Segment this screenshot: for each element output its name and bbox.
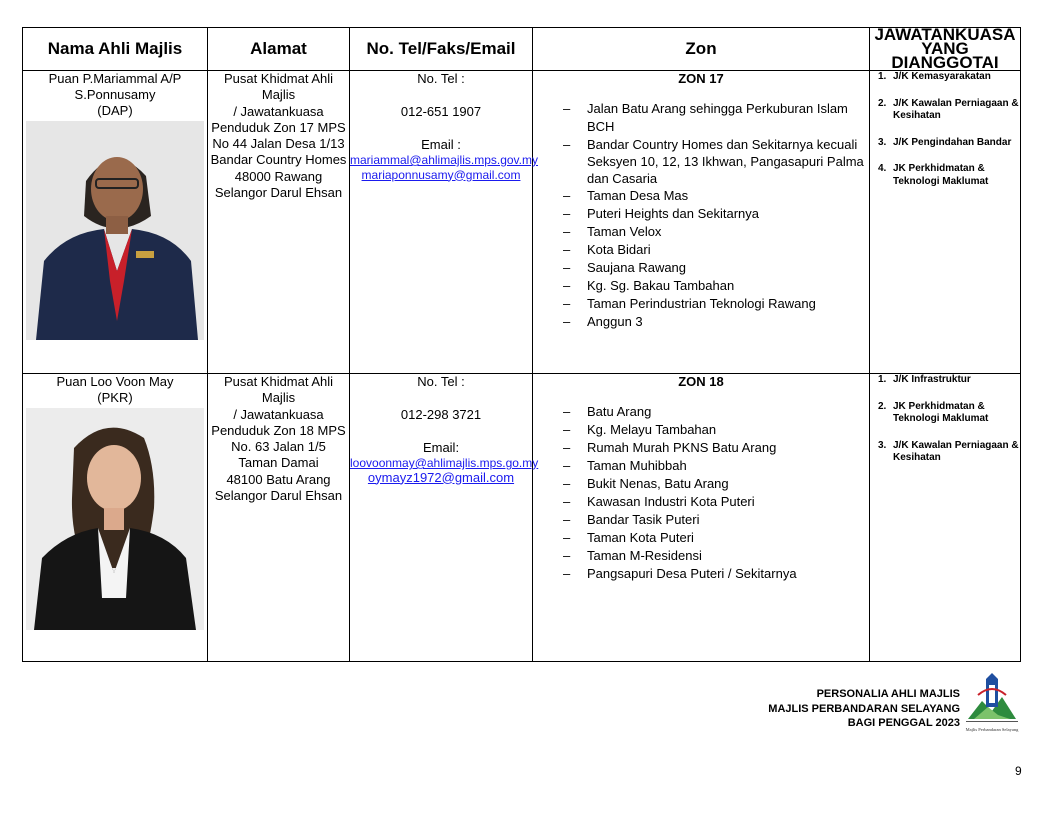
- committee-item: 3. J/K Pengindahan Bandar: [878, 136, 1012, 148]
- zone-area: – Kg. Sg. Bakau Tambahan: [563, 278, 735, 293]
- member-address-cell: [208, 71, 350, 374]
- zone-area: – Taman Perindustrian Teknologi Rawang: [563, 296, 816, 311]
- zone-area: – Taman M-Residensi: [563, 548, 702, 563]
- email-label: Email :: [421, 137, 461, 152]
- member-committee-cell: [870, 374, 1021, 662]
- address-line: No. 63 Jalan 1/5: [231, 439, 326, 455]
- member-contact-cell: [350, 374, 539, 662]
- header-nama: Nama Ahli Majlis: [23, 28, 208, 71]
- member-photo: [26, 408, 204, 630]
- mps-logo: [964, 673, 1020, 733]
- tel-number: 012-651 1907: [400, 104, 482, 119]
- zone-area: – Rumah Murah PKNS Batu Arang: [563, 440, 777, 455]
- address-line: Penduduk Zon 18 MPS: [211, 422, 346, 438]
- email-link[interactable]: oymayz1972@gmail.com: [367, 469, 515, 485]
- zone-area: – Saujana Rawang: [563, 260, 687, 275]
- zone-title: ZON 17: [678, 71, 724, 86]
- tel-label: No. Tel :: [417, 71, 465, 86]
- header-tel: No. Tel/Faks/Email: [350, 28, 533, 71]
- header-zon: Zon: [533, 28, 870, 71]
- email-link[interactable]: loovoonmay@ahlimajlis.mps.go.my: [350, 456, 539, 470]
- address-line: No 44 Jalan Desa 1/13: [212, 136, 345, 152]
- address-line: Pusat Khidmat Ahli Majlis: [223, 71, 334, 103]
- zone-area-list: [533, 403, 869, 583]
- member-name-line: Puan P.Mariammal A/P: [48, 71, 182, 86]
- header-row: [23, 28, 1021, 71]
- member-party: (DAP): [97, 103, 133, 118]
- zone-area: – Jalan Batu Arang sehingga Perkuburan Islam BCH: [563, 101, 848, 134]
- committee-list: [870, 71, 1020, 188]
- zone-area: – Puteri Heights dan Sekitarnya: [563, 206, 759, 221]
- footer-line: PERSONALIA AHLI MAJLIS: [816, 688, 960, 700]
- zone-area: – Kg. Melayu Tambahan: [563, 422, 717, 437]
- email-link[interactable]: mariaponnusamy@gmail.com: [361, 167, 521, 182]
- committee-item: 2. J/K Kawalan Perniagaan & Kesihatan: [878, 97, 1019, 121]
- committee-item: 1. J/K Infrastruktur: [878, 374, 971, 385]
- address-line: Penduduk Zon 17 MPS: [211, 119, 346, 135]
- address-line: Bandar Country Homes: [210, 152, 347, 168]
- zone-area: – Taman Muhibbah: [563, 458, 687, 473]
- email-label: Email:: [422, 440, 460, 455]
- committee-item: 4. JK Perkhidmatan & Teknologi Maklumat: [878, 163, 989, 187]
- zone-area: – Kota Bidari: [563, 242, 651, 257]
- zone-area: – Anggun 3: [563, 314, 643, 329]
- zone-title: ZON 18: [678, 374, 724, 389]
- member-photo: [26, 121, 204, 340]
- zone-area: – Bandar Country Homes dan Sekitarnya kecuali Seksyen 10, 12, 13 Ikhwan, Pangasapuri Palma dan Casaria: [563, 137, 864, 186]
- zone-area: – Bukit Nenas, Batu Arang: [563, 476, 729, 491]
- council-members-table: [22, 27, 1021, 662]
- zone-area: – Taman Desa Mas: [563, 188, 689, 203]
- member-name-line: S.Ponnusamy: [74, 87, 156, 102]
- tel-number: 012-298 3721: [400, 407, 482, 422]
- email-link[interactable]: mariammal@ahlimajlis.mps.gov.my: [350, 153, 538, 167]
- address-line: 48000 Rawang: [234, 168, 323, 184]
- zone-area: – Kawasan Industri Kota Puteri: [563, 494, 755, 509]
- member-name-cell: [23, 374, 208, 662]
- committee-item: 1. J/K Kemasyarakatan: [878, 71, 991, 82]
- member-portrait-graphic: [26, 408, 204, 630]
- zone-area: – Bandar Tasik Puteri: [563, 512, 700, 527]
- header-alamat: Alamat: [208, 28, 350, 71]
- document-footer: [768, 687, 960, 731]
- member-row: [23, 71, 1021, 374]
- member-party: (PKR): [97, 390, 133, 405]
- council-logo-icon: [964, 673, 1020, 733]
- header-jawatan-line1: JAWATANKUASA: [874, 25, 1016, 44]
- address-line: Selangor Darul Ehsan: [214, 185, 343, 201]
- zone-area: – Taman Velox: [563, 224, 662, 239]
- tel-label: No. Tel :: [417, 374, 465, 389]
- member-address-cell: [208, 374, 350, 662]
- footer-line: BAGI PENGGAL 2023: [847, 717, 960, 729]
- committee-item: 3. J/K Kawalan Perniagaan & Kesihatan: [878, 439, 1019, 463]
- zone-area: – Pangsapuri Desa Puteri / Sekitarnya: [563, 566, 797, 581]
- member-row: [23, 374, 1021, 662]
- member-name-line: Puan Loo Voon May: [56, 374, 174, 389]
- address-line: Pusat Khidmat Ahli Majlis: [223, 374, 334, 406]
- footer-line: MAJLIS PERBANDARAN SELAYANG: [768, 702, 960, 715]
- committee-list: [870, 374, 1020, 465]
- zone-area: – Batu Arang: [563, 404, 652, 419]
- header-jawatan-line2: YANG DIANGGOTAI: [891, 39, 999, 72]
- committee-item: 2. JK Perkhidmatan & Teknologi Maklumat: [878, 400, 989, 424]
- address-line: Selangor Darul Ehsan: [214, 488, 343, 504]
- header-jawatan: [870, 25, 1021, 72]
- member-portrait-graphic: [26, 121, 204, 340]
- member-zone-cell: [533, 374, 870, 662]
- address-line: / Jawatankuasa: [233, 406, 324, 422]
- zone-area-list: [533, 100, 869, 331]
- svg-text:Majlis Perbandaran Selayang: Majlis Perbandaran Selayang: [965, 727, 1019, 732]
- address-line: / Jawatankuasa: [233, 103, 324, 119]
- member-zone-cell: [533, 71, 870, 374]
- member-contact-cell: [350, 71, 538, 374]
- address-line: 48100 Batu Arang: [226, 471, 331, 487]
- page-number: 9: [1015, 764, 1022, 778]
- zone-area: – Taman Kota Puteri: [563, 530, 694, 545]
- member-committee-cell: [870, 71, 1021, 374]
- member-name-cell: [23, 71, 208, 374]
- address-line: Taman Damai: [238, 455, 319, 471]
